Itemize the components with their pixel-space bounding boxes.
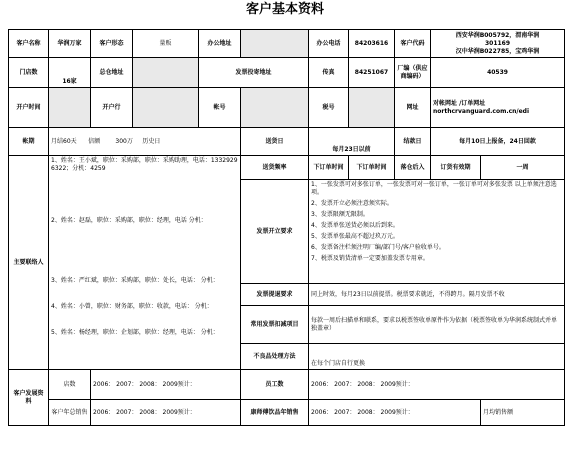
customer-code-value <box>431 30 565 58</box>
employee-count-years: 2006： 2007： 2008： 2009预计： <box>309 370 565 400</box>
row-sales-development <box>9 400 565 426</box>
delivery-rule-item: 7、税票及销货清单一定要加盖发票专用章。 <box>311 255 429 262</box>
open-date-label: 开户时间 <box>9 88 49 128</box>
contact-item: 5、姓名：杨经理，职位：企划部，职位：经理，电话： 分机： <box>51 329 219 336</box>
store-count-value: 16家 <box>49 58 91 88</box>
factory-code: 40539 <box>431 58 565 88</box>
website-line-1: 对帐网址 /订单网址 <box>433 99 486 107</box>
delivery-frequency-label: 送货频率 <box>241 156 309 180</box>
website-label: 网址 <box>395 88 431 128</box>
website-value <box>431 88 565 128</box>
account-number-label: 帐号 <box>199 88 241 128</box>
defective-handling-label: 不良品处理方法 <box>241 344 309 370</box>
delivery-rule-item: 5、发票单张最高不超过玖万元。 <box>311 233 399 240</box>
row-terms <box>9 128 565 156</box>
our-products-sales-label: 康师傅饮品年销售 <box>241 400 309 426</box>
customer-type-label: 客户形态 <box>91 30 133 58</box>
customer-development-label: 客户发展资料 <box>9 370 49 426</box>
fax-label: 传真 <box>309 58 349 88</box>
payment-term-label: 帐期 <box>9 128 49 156</box>
office-phone-label: 办公电话 <box>309 30 349 58</box>
contact-item: 2、姓名：赵磊，职位：采购部，职位：经理，电话 分机： <box>51 217 207 224</box>
order-after-label: 落仓后入 <box>395 156 431 180</box>
common-fees-label: 常用发票扣减项目 <box>241 306 309 344</box>
store-count-years: 2006： 2007： 2008： 2009预计： <box>91 370 241 400</box>
our-products-sales-years: 2006： 2007： 2008： 2009预计： <box>309 400 481 426</box>
delivery-rule-item: 2、发票开立必须注意须实际。 <box>311 200 393 207</box>
row-basic <box>9 30 565 58</box>
factory-note: 厂编（供应商编码） <box>395 58 431 88</box>
invoice-address-label: 发票投寄地址 <box>199 58 309 88</box>
row-account <box>9 88 565 128</box>
defective-handling-value: 在每个门店自行更换 <box>309 344 565 370</box>
payment-term-value <box>49 128 241 156</box>
delivery-rule-item: 6、发票备注栏须注明厂编/部门号/客户验收单号。 <box>311 244 445 251</box>
delivery-requirements-list <box>309 180 565 284</box>
store-count-year-label: 店数 <box>49 370 91 400</box>
website-line-2: northcrvanguard.com.cn/edi <box>433 107 530 115</box>
settlement-date-label: 结款日 <box>395 128 431 156</box>
monthly-sales-label: 月均销售额 <box>481 400 565 426</box>
credit-label: 信额 <box>88 137 101 145</box>
settlement-date-value: 每月10日上报备，24日回款 <box>431 128 565 156</box>
headquarters-address-label: 总仓地址 <box>91 58 133 88</box>
tax-number-value <box>349 88 395 128</box>
fax-value: 84251067 <box>349 58 395 88</box>
store-count-label: 门店数 <box>9 58 49 88</box>
customer-info-table <box>8 29 565 426</box>
office-address-value <box>241 30 309 58</box>
key-contacts-list <box>49 156 241 370</box>
row-contacts-frequency <box>9 156 565 180</box>
headquarters-address-value <box>133 58 199 88</box>
delivery-rule-item: 4、发票单张送货必须以后到来。 <box>311 222 399 229</box>
customer-code-label: 客户代码 <box>395 30 431 58</box>
office-phone-value: 84203616 <box>349 30 395 58</box>
row-stores <box>9 58 565 88</box>
customer-name-value: 华润万家 <box>49 30 91 58</box>
common-fees-value: 每款一周后扫描单和联系，要求以税票签收单原件作为依据（税票签收单为华润系统制式并单独盖章） <box>309 306 565 344</box>
office-address-label: 办公地址 <box>199 30 241 58</box>
customer-code-line-2: 301169 <box>484 39 511 47</box>
customer-type-value: 量贩 <box>133 30 199 58</box>
customer-name-label: 客户名称 <box>9 30 49 58</box>
contacts-list <box>51 157 238 337</box>
annual-sales-label: 客户年总销售 <box>49 400 91 426</box>
order-cycle-label: 订货有效期 <box>431 156 481 180</box>
return-requirements-value: 同上时效，每月23日以前提票。税票要求就近，不得跨月。隔月发票不收 <box>309 284 565 306</box>
employee-count-label: 员工数 <box>241 370 309 400</box>
delivery-date-label: 送货日 <box>241 128 309 156</box>
credit-value: 300万 <box>115 137 133 145</box>
credit-note: 历史日 <box>142 137 161 145</box>
contact-item: 4、姓名：小曾，职位：财务部，职位：收款，电话： 分机： <box>51 303 213 310</box>
order-time-label: 下订单时间 <box>349 156 395 180</box>
delivery-date-value: 每月23日以前 <box>309 128 395 156</box>
row-store-development <box>9 370 565 400</box>
payment-term-cycle: 月结60天 <box>51 137 77 145</box>
return-requirements-label: 发票提退要求 <box>241 284 309 306</box>
bank-label: 开户行 <box>91 88 133 128</box>
open-date-value <box>49 88 91 128</box>
customer-code-line-3: 汉中华润B022785，宝鸡华润 <box>455 47 540 55</box>
order-cycle-value: 一周 <box>481 156 565 180</box>
bank-value <box>133 88 199 128</box>
account-number-value <box>241 88 309 128</box>
contact-item: 3、姓名：严红斌，职位：采购部，职位：处长，电话： 分机： <box>51 277 219 284</box>
page-title: 客户基本资料 <box>245 2 324 17</box>
delivery-rules-list <box>311 181 562 263</box>
delivery-frequency-value: 下订单时间 <box>309 156 349 180</box>
annual-sales-years: 2006： 2007： 2008： 2009预计： <box>91 400 241 426</box>
customer-code-line-1: 西安华润B005792，渭南华润 <box>455 31 540 39</box>
delivery-requirements-label: 发票开立要求 <box>241 180 309 284</box>
delivery-rule-item: 1、一张发票可对多张订单，一张发票可对一张订单，一张订单可对多张发票 以上单须注意选项。 <box>311 181 557 196</box>
delivery-rule-item: 3、发票限额无限制。 <box>311 211 369 218</box>
tax-number-label: 税号 <box>309 88 349 128</box>
contact-item: 1、姓名：王小斌，职位：采购部，职位：采购助理，电话：13329296322；分机：4259 <box>51 157 238 172</box>
key-contacts-label: 主要联络人 <box>9 156 49 370</box>
